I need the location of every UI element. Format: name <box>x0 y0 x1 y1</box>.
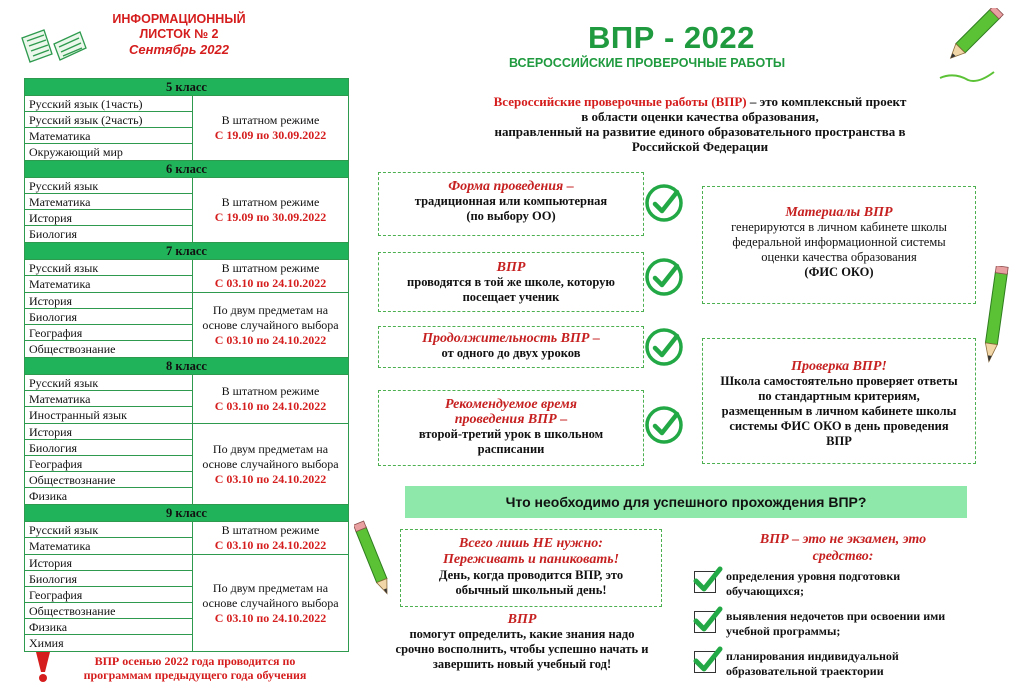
mode-text: В штатном режиме <box>221 384 320 398</box>
mode-text: По двум предметам на основе случайного выбора <box>202 441 339 471</box>
subject-cell: Биология <box>25 309 192 325</box>
page-subtitle: ВСЕРОССИЙСКИЕ ПРОВЕРОЧНЫЕ РАБОТЫ <box>509 56 786 70</box>
intro-highlight: Всероссийские проверочные работы (ВПР) <box>493 94 747 109</box>
leaflet-date: Сентябрь 2022 <box>129 42 229 57</box>
subject-cell: Математика <box>25 128 192 144</box>
leaflet-title <box>84 12 274 57</box>
subject-list <box>25 293 193 357</box>
duration-line-1: от одного до двух уроков <box>441 346 581 360</box>
vpr-help-text <box>372 612 672 672</box>
mode-cell <box>193 293 348 357</box>
form-heading: Форма проведения – <box>448 179 574 194</box>
nervous-line-1: День, когда проводится ВПР, это <box>438 568 624 582</box>
grade-body <box>25 260 348 358</box>
where-line-1: проводятся в той же школе, которую <box>407 275 615 289</box>
grade-body <box>25 375 348 505</box>
subject-cell: Русский язык (1часть) <box>25 96 192 112</box>
nervous-box <box>400 529 662 607</box>
dates-text: С 03.10 по 24.10.2022 <box>214 610 327 625</box>
grade-header: 9 класс <box>25 505 348 522</box>
mode-cell <box>193 260 348 292</box>
subject-cell: История <box>25 555 192 571</box>
subject-cell: Химия <box>29 636 64 650</box>
grade-body <box>25 96 348 161</box>
list-item-line: обучающихся; <box>726 584 804 598</box>
not-exam-heading-2: средство: <box>812 549 874 564</box>
pencil-icon <box>980 266 1010 370</box>
subject-cell: Математика <box>25 391 192 407</box>
dates-text: С 03.10 по 24.10.2022 <box>214 276 327 290</box>
mode-cell <box>193 178 348 242</box>
page-title: ВПР - 2022 <box>588 20 755 55</box>
subject-cell: Русский язык <box>25 375 192 391</box>
check-line-4: системы ФИС ОКО в день проведения <box>729 419 949 433</box>
checkmark-icon <box>690 603 724 637</box>
where-line-2: посещает ученик <box>462 290 560 304</box>
subject-group <box>25 260 348 293</box>
check-line-3: размещенным в личном кабинете школы <box>721 404 957 418</box>
time-box <box>378 390 644 466</box>
where-heading: ВПР <box>496 260 526 275</box>
list-item-text <box>726 609 971 639</box>
mode-cell <box>193 375 348 423</box>
check-heading: Проверка ВПР! <box>791 359 887 374</box>
subject-cell: Русский язык (2часть) <box>25 112 192 128</box>
schedule-table <box>24 78 349 652</box>
dates-text: С 03.10 по 24.10.2022 <box>214 332 327 347</box>
list-item-line: планирования индивидуальной <box>726 649 899 663</box>
list-item-text <box>726 569 971 599</box>
mode-text: В штатном режиме <box>221 523 320 537</box>
grade-body <box>25 178 348 243</box>
mode-text: В штатном режиме <box>221 195 320 209</box>
list-item-text <box>726 649 971 679</box>
subject-cell: Физика <box>25 619 192 635</box>
subject-cell: Математика <box>29 277 91 291</box>
mode-text: По двум предметам на основе случайного выбора <box>202 302 339 332</box>
subject-list <box>25 96 193 160</box>
subject-cell: История <box>25 424 192 440</box>
dates-text: С 19.09 по 30.09.2022 <box>214 210 327 224</box>
check-box <box>702 338 976 464</box>
subject-cell: География <box>25 587 192 603</box>
checkmark-icon <box>643 326 685 368</box>
where-box <box>378 252 644 312</box>
pencil-icon <box>354 520 394 600</box>
check-line-2: по стандартным критериям, <box>758 389 920 403</box>
materials-line-1: генерируются в личном кабинете школы <box>731 220 947 234</box>
subject-list <box>25 555 193 651</box>
subject-cell: Окружающий мир <box>29 145 123 159</box>
form-line-1: традиционная или компьютерная <box>414 194 608 208</box>
subject-cell: География <box>25 456 192 472</box>
materials-heading: Материалы ВПР <box>785 205 893 220</box>
subject-cell: Обществознание <box>29 342 116 356</box>
checkmark-icon <box>690 563 724 597</box>
mode-cell <box>193 424 348 504</box>
time-line-1: второй-третий урок в школьном <box>418 427 604 441</box>
subject-group <box>25 178 348 242</box>
list-item-line: учебной программы; <box>726 624 841 638</box>
checkmark-icon <box>690 643 724 677</box>
list-item <box>688 607 978 645</box>
time-line-2: расписании <box>477 442 545 456</box>
subject-cell: Биология <box>25 440 192 456</box>
subject-list <box>25 178 193 242</box>
list-item-line: выявления недочетов при освоении ими <box>726 609 946 623</box>
vpr-help-heading: ВПР <box>507 612 537 627</box>
subject-group <box>25 96 348 160</box>
not-exam-list <box>688 531 978 685</box>
intro-line-3: направленный на развитие единого образовательного пространства в <box>494 124 906 139</box>
time-heading-1: Рекомендуемое время <box>445 397 577 412</box>
vpr-help-line-3: завершить новый учебный год! <box>432 657 612 671</box>
grade-body <box>25 522 348 651</box>
dates-text: С 03.10 по 24.10.2022 <box>214 399 327 413</box>
nervous-line-2: обычный школьный день! <box>455 583 607 597</box>
mode-text: По двум предметам на основе случайного выбора <box>202 580 339 610</box>
materials-box <box>702 186 976 304</box>
list-item-line: образовательной траектории <box>726 664 884 678</box>
subject-group <box>25 293 348 357</box>
subject-group <box>25 522 348 555</box>
mode-cell <box>193 96 348 160</box>
subject-cell: Математика <box>25 194 192 210</box>
nervous-heading-2: Переживать и паниковать! <box>442 552 620 567</box>
mode-text: В штатном режиме <box>221 113 320 127</box>
subject-cell: Математика <box>29 539 91 553</box>
materials-line-3: оценки качества образования <box>761 250 917 264</box>
subject-group <box>25 424 348 504</box>
nervous-heading-1: Всего лишь НЕ нужно: <box>459 536 603 551</box>
leaflet-line-2: ЛИСТОК № 2 <box>139 27 219 41</box>
pencil-icon <box>934 8 1006 84</box>
bottom-note <box>60 654 330 682</box>
grade-header: 6 класс <box>25 161 348 178</box>
list-item <box>688 567 978 605</box>
grade-header: 8 класс <box>25 358 348 375</box>
list-item <box>688 647 978 685</box>
subject-cell: Русский язык <box>25 522 192 538</box>
subject-group <box>25 555 348 651</box>
mode-text: В штатном режиме <box>221 261 320 275</box>
grade-header: 5 класс <box>25 79 348 96</box>
question-bar: Что необходимо для успешного прохождения ВПР? <box>405 486 967 518</box>
subject-cell: История <box>25 293 192 309</box>
subject-cell: Биология <box>25 571 192 587</box>
subject-cell: География <box>25 325 192 341</box>
check-line-5: ВПР <box>826 434 852 448</box>
subject-cell: Иностранный язык <box>29 408 127 422</box>
form-box <box>378 172 644 236</box>
duration-box <box>378 326 644 368</box>
subject-group <box>25 375 348 424</box>
list-item-line: определения уровня подготовки <box>726 569 901 583</box>
form-line-2: (по выбору ОО) <box>466 209 556 223</box>
not-exam-heading-1: ВПР – это не экзамен, это <box>759 532 927 547</box>
subject-list <box>25 260 193 292</box>
dates-text: С 03.10 по 24.10.2022 <box>214 471 327 486</box>
duration-heading: Продолжительность ВПР – <box>422 331 600 346</box>
paper-icon <box>18 24 88 66</box>
subject-list <box>25 522 193 554</box>
subject-cell: Биология <box>29 227 78 241</box>
mode-cell <box>193 555 348 651</box>
materials-line-2: федеральной информационной системы <box>732 235 946 249</box>
intro-line-4: Российской Федерации <box>631 139 769 154</box>
mode-cell <box>193 522 348 554</box>
subject-cell: Физика <box>29 489 68 503</box>
vpr-help-line-1: помогут определить, какие знания надо <box>409 627 635 641</box>
check-line-1: Школа самостоятельно проверяет ответы <box>720 374 958 388</box>
intro-rest: – это комплексный проект <box>746 94 907 109</box>
checkmark-icon <box>643 256 685 298</box>
intro-line-2: в области оценки качества образования, <box>581 109 819 124</box>
checkmark-icon <box>643 182 685 224</box>
subject-cell: Обществознание <box>25 603 192 619</box>
leaflet-line-1: ИНФОРМАЦИОННЫЙ <box>112 12 246 26</box>
bottom-note-line-1: ВПР осенью 2022 года проводится по <box>94 654 296 668</box>
subject-list <box>25 375 193 423</box>
grade-header: 7 класс <box>25 243 348 260</box>
exclamation-icon <box>32 650 54 684</box>
intro-text <box>420 94 980 154</box>
vpr-help-line-2: срочно восполнить, чтобы успешно начать и <box>395 642 649 656</box>
subject-cell: Русский язык <box>25 178 192 194</box>
bottom-note-line-2: программам предыдущего года обучения <box>83 668 307 682</box>
dates-text: С 03.10 по 24.10.2022 <box>214 538 327 552</box>
checkmark-icon <box>643 404 685 446</box>
time-heading-2: проведения ВПР – <box>454 412 568 427</box>
subject-cell: Обществознание <box>25 472 192 488</box>
materials-line-4: (ФИС ОКО) <box>804 265 874 279</box>
dates-text: С 19.09 по 30.09.2022 <box>214 128 327 142</box>
subject-list <box>25 424 193 504</box>
subject-cell: Русский язык <box>25 260 192 276</box>
subject-cell: История <box>25 210 192 226</box>
